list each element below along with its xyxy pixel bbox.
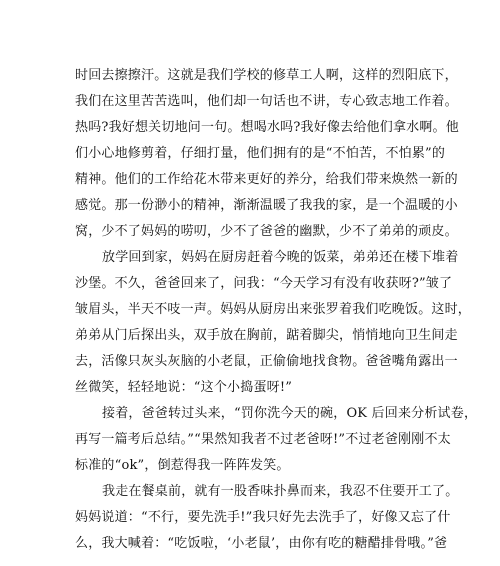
text-line: 么，我大喊着：“吃饭啦，‘小老鼠’，由你有吃的糖醋排骨哦。”爸	[75, 536, 448, 551]
paragraph-start-line: 接着，爸爸转过头来，“罚你洗今天的碗，OK 后回来分析试卷，	[102, 406, 478, 421]
text-line: 沙堡。不久，爸爸回来了，问我：“今天学习有没有收获呀?”皱了	[75, 276, 453, 291]
text-line: 窝，少不了妈妈的唠叨，少不了爸爸的幽默，少不了弟弟的顽皮。	[75, 224, 458, 239]
text-line: 们小心地修剪着，仔细打量，他们拥有的是“不怕苦，不怕累”的	[75, 146, 446, 161]
text-line: 我们在这里苦苦选叫，他们却一句话也不讲，专心致志地工作着。	[75, 94, 458, 109]
paragraph-start-line: 我走在餐桌前，就有一股香味扑鼻而来，我忍不住要开工了。	[102, 484, 459, 499]
text-line: 去，活像只灰头灰脑的小老鼠，正偷偷地找食物。爸爸嘴角露出一	[75, 354, 458, 369]
text-line: 标准的“ok”，倒惹得我一阵阵发笑。	[75, 458, 290, 473]
text-line: 妈妈说道：“不行，要先洗手!”我只好先去洗手了，好像又忘了什	[75, 510, 451, 525]
text-line: 弟弟从门后探出头，双手放在胸前，踮着脚尖，悄悄地向卫生间走	[75, 328, 458, 343]
text-line: 时回去擦擦汗。这就是我们学校的修草工人啊，这样的烈阳底下，	[75, 68, 458, 83]
text-line: 热吗?我好想关切地问一句。想喝水吗?我好像去给他们拿水啊。他	[75, 120, 459, 135]
text-line: 感觉。那一份渺小的精神，渐渐温暖了我我的家，是一个温暖的小	[75, 198, 458, 213]
paragraph-start-line: 放学回到家，妈妈在厨房赶着今晚的饭菜，弟弟还在楼下堆着	[102, 250, 459, 265]
document-body	[75, 63, 478, 557]
text-line: 丝微笑，轻轻地说：“这个小捣蛋呀!”	[75, 380, 293, 395]
text-line: 再写一篇考后总结。”“果然知我者不过老爸呀!”不过老爸刚刚不太	[75, 432, 451, 447]
text-line: 皱眉头，半天不吱一声。妈妈从厨房出来张罗着我们吃晚饭。这时，	[75, 302, 472, 317]
text-line: 精神。他们的工作给花木带来更好的养分，给我们带来焕然一新的	[75, 172, 458, 187]
